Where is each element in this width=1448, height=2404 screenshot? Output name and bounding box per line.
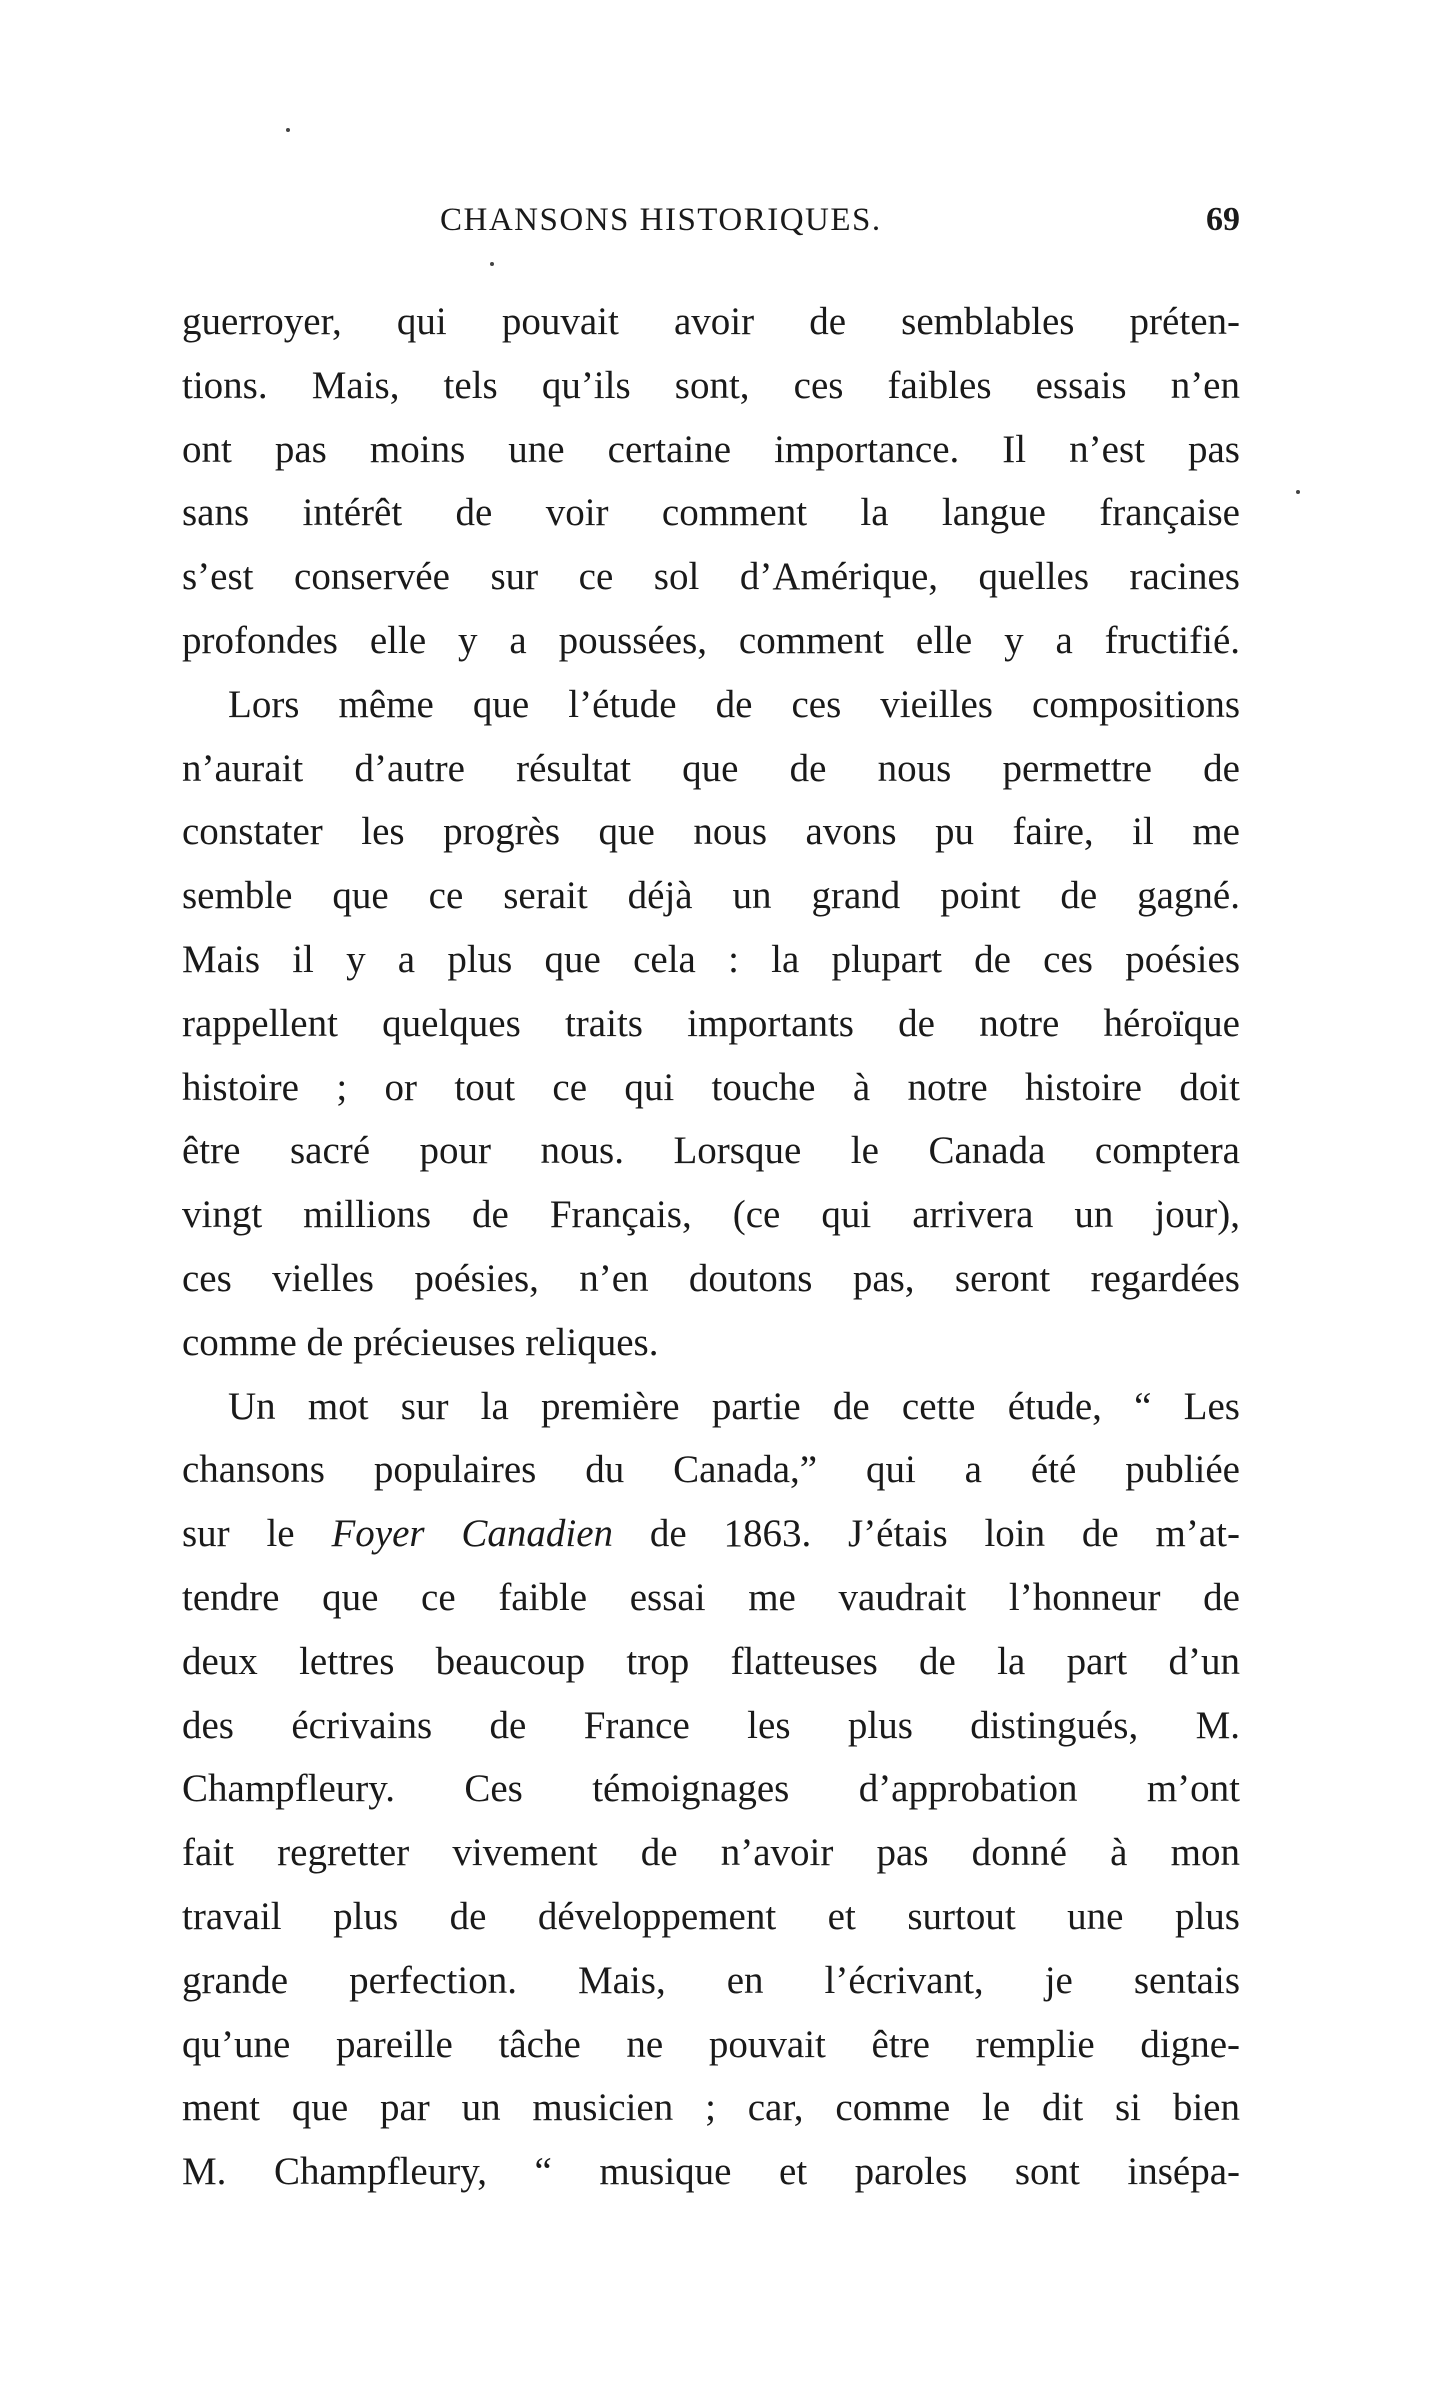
text-line: qu’une pareille tâche ne pouvait être remplie digne- <box>182 2022 1240 2066</box>
paragraph-2 <box>182 673 1240 1375</box>
text-line: Un mot sur la première partie de cette étude, “ Les <box>228 1384 1240 1428</box>
text-line: histoire ; or tout ce qui touche à notre histoire doit <box>182 1065 1240 1109</box>
text-line: semble que ce serait déjà un grand point de gagné. <box>182 874 1240 918</box>
scan-speck <box>286 128 290 132</box>
text-line: Mais il y a plus que cela : la plupart de ces poésies <box>182 937 1240 981</box>
text-line: rappellent quelques traits importants de notre héroïque <box>182 1001 1240 1045</box>
text-line: guerroyer, qui pouvait avoir de semblables préten- <box>182 300 1240 343</box>
text-line: constater les progrès que nous avons pu faire, il me <box>182 810 1240 854</box>
body-text <box>182 290 1240 2204</box>
text-line: travail plus de développement et surtout une plus <box>182 1894 1240 1938</box>
paragraph-1 <box>182 290 1240 673</box>
text-line: tendre que ce faible essai me vaudrait l’honneur de <box>182 1575 1240 1619</box>
paragraph-3 <box>182 1375 1240 2204</box>
page-number: 69 <box>1206 201 1240 238</box>
text-line: être sacré pour nous. Lorsque le Canada comptera <box>182 1129 1240 1173</box>
text-line: vingt millions de Français, (ce qui arrivera un jour), <box>182 1193 1240 1237</box>
text-line: des écrivains de France les plus distingués, M. <box>182 1703 1240 1747</box>
text-line: deux lettres beaucoup trop flatteuses de la part d’un <box>182 1639 1240 1683</box>
text-line: fait regretter vivement de n’avoir pas donné à mon <box>182 1831 1240 1875</box>
scan-speck <box>1296 490 1300 494</box>
text-line: M. Champfleury, “ musique et paroles sont insépa- <box>182 2150 1240 2194</box>
text-line: Champfleury. Ces témoignages d’approbation m’ont <box>182 1767 1240 1811</box>
text-line: profondes elle y a poussées, comment elle y a fructifié. <box>182 618 1240 662</box>
text-run: sur le <box>182 1512 332 1556</box>
text-line: chansons populaires du Canada,” qui a été publiée <box>182 1448 1240 1492</box>
text-line: sans intérêt de voir comment la langue française <box>182 491 1240 535</box>
text-line: grande perfection. Mais, en l’écrivant, je sentais <box>182 1958 1240 2002</box>
text-line: Lors même que l’étude de ces vieilles compositions <box>228 682 1240 726</box>
text-line-with-italic <box>182 1502 1240 1566</box>
text-line: n’aurait d’autre résultat que de nous permettre de <box>182 746 1240 790</box>
text-line: tions. Mais, tels qu’ils sont, ces faibles essais n’en <box>182 363 1240 407</box>
running-title: CHANSONS HISTORIQUES. <box>440 202 882 238</box>
text-line: ment que par un musicien ; car, comme le dit si bien <box>182 2086 1240 2130</box>
text-line: s’est conservée sur ce sol d’Amérique, quelles racines <box>182 555 1240 599</box>
italic-title: Foyer Canadien <box>331 1512 614 1556</box>
scan-speck <box>490 262 494 266</box>
text-run: de 1863. J’étais loin de m’at- <box>613 1512 1241 1556</box>
text-line: ont pas moins une certaine importance. Il n’est pas <box>182 427 1240 471</box>
text-line: ces vielles poésies, n’en doutons pas, seront regardées <box>182 1256 1240 1300</box>
text-line: comme de précieuses reliques. <box>182 1320 659 1364</box>
running-head <box>180 198 1240 242</box>
